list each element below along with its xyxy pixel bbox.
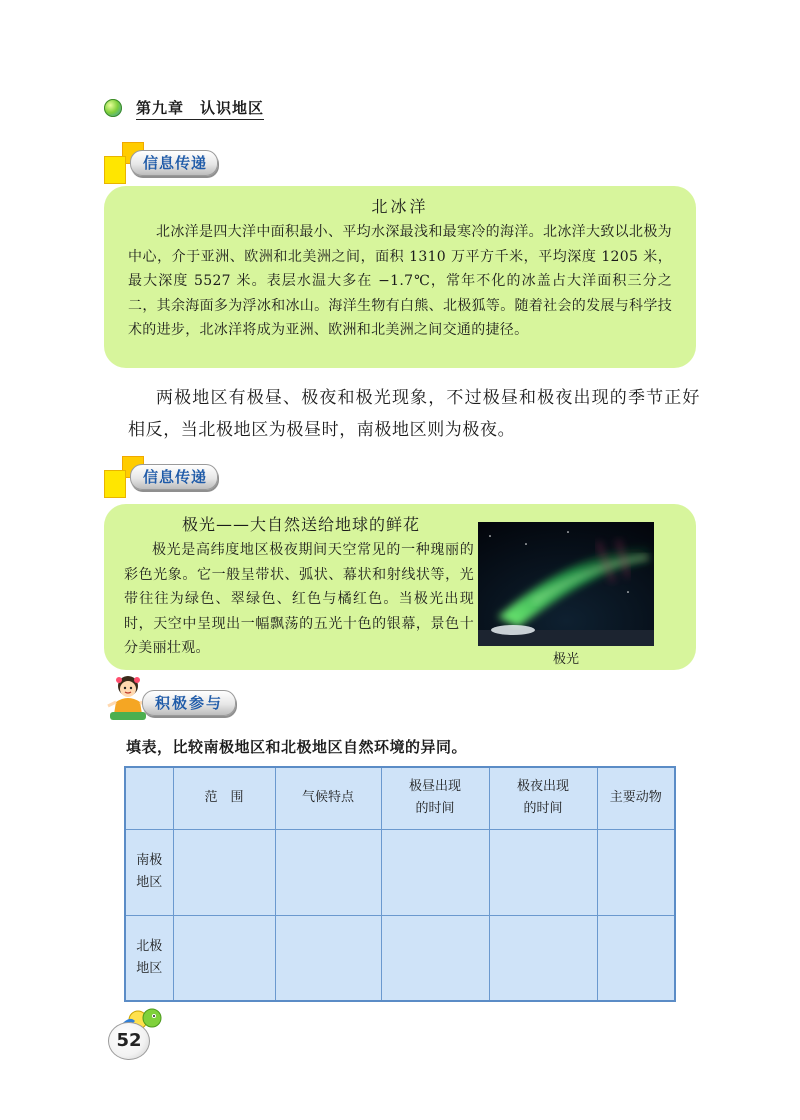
blank-cell[interactable] xyxy=(489,829,597,915)
table-header-cell xyxy=(381,767,489,829)
participate-badge-label: 积极参与 xyxy=(142,690,236,716)
table-header-cell: 范 围 xyxy=(173,767,275,829)
row-label-line: 地区 xyxy=(136,875,163,890)
globe-icon xyxy=(104,99,122,117)
header-line: 极昼出现 xyxy=(408,779,461,795)
info-badge xyxy=(104,142,244,186)
table-header-cell: 气候特点 xyxy=(275,767,381,829)
header-line: 极夜出现 xyxy=(516,779,569,795)
row-label-line: 南极 xyxy=(136,853,163,868)
row-label-line: 北极 xyxy=(136,938,163,954)
aurora-info-box xyxy=(104,504,696,670)
blank-cell[interactable] xyxy=(275,829,381,915)
info-badge xyxy=(104,456,244,500)
table-row xyxy=(125,829,675,915)
table-row xyxy=(125,915,675,1001)
blank-cell[interactable] xyxy=(489,915,597,1001)
blank-cell[interactable] xyxy=(597,829,675,915)
table-header-cell xyxy=(125,767,173,829)
blank-cell[interactable] xyxy=(381,829,489,915)
aurora-photo-caption: 极光 xyxy=(552,652,579,667)
row-label-cell xyxy=(125,829,173,915)
blank-cell[interactable] xyxy=(381,915,489,1001)
table-header-cell: 主要动物 xyxy=(597,767,675,829)
badge-square-icon xyxy=(104,156,126,184)
comparison-table xyxy=(124,766,676,1002)
header-line: 的时间 xyxy=(415,801,455,817)
row-label-line: 地区 xyxy=(136,960,163,976)
chapter-header xyxy=(104,96,264,120)
header-line: 的时间 xyxy=(523,801,563,817)
page-number-badge xyxy=(104,1004,164,1060)
page-number: 52 xyxy=(108,1022,150,1060)
blank-cell[interactable] xyxy=(173,829,275,915)
arctic-ocean-info-box xyxy=(104,186,696,368)
aurora-image xyxy=(478,522,654,646)
aurora-title: 极光——大自然送给地球的鲜花 xyxy=(182,515,421,534)
info-badge-label: 信息传递 xyxy=(130,150,218,176)
table-header-cell xyxy=(489,767,597,829)
task-instruction: 填表，比较南极地区和北极地区自然环境的异同。 xyxy=(126,738,468,756)
row-label-cell xyxy=(125,915,173,1001)
aurora-text: 极光是高纬度地区极夜期间天空常见的一种瑰丽的彩色光象。它一般呈带状、弧状、幕状和射线状等，光带往往为绿色、翠绿色、红色与橘红色。当极光出现时，天空中呈现出一幅飘荡的五光十色的银幕，景色十分美丽壮观。 xyxy=(124,542,474,656)
blank-cell[interactable] xyxy=(173,915,275,1001)
chapter-title: 第九章 认识地区 xyxy=(136,97,264,120)
badge-square-icon xyxy=(104,470,126,498)
aurora-photo xyxy=(478,522,654,646)
arctic-ocean-text: 北冰洋是四大洋中面积最小、平均水深最浅和最寒冷的海洋。北冰洋大致以北极为中心，介于亚洲、欧洲和北美洲之间，面积 1310 万平方千米，平均深度 1205 米，最大深度 5527 米。表层水温大多在 −1.7℃，常年不化的冰盖占大洋面积三分之二，其余海面多为浮冰和冰山。海洋生物有白熊、北极狐等。随着社会的发展与科学技术的进步，北冰洋将成为亚洲、欧洲和北美洲之间交通的捷径。 xyxy=(128,224,672,338)
info-badge-label: 信息传递 xyxy=(130,464,218,490)
blank-cell[interactable] xyxy=(275,915,381,1001)
blank-cell[interactable] xyxy=(597,915,675,1001)
arctic-ocean-title: 北冰洋 xyxy=(371,197,429,216)
polar-phenomena-paragraph: 两极地区有极昼、极夜和极光现象，不过极昼和极夜出现的季节正好相反，当北极地区为极昼时，南极地区则为极夜。 xyxy=(128,388,700,440)
table-header-row xyxy=(125,767,675,829)
